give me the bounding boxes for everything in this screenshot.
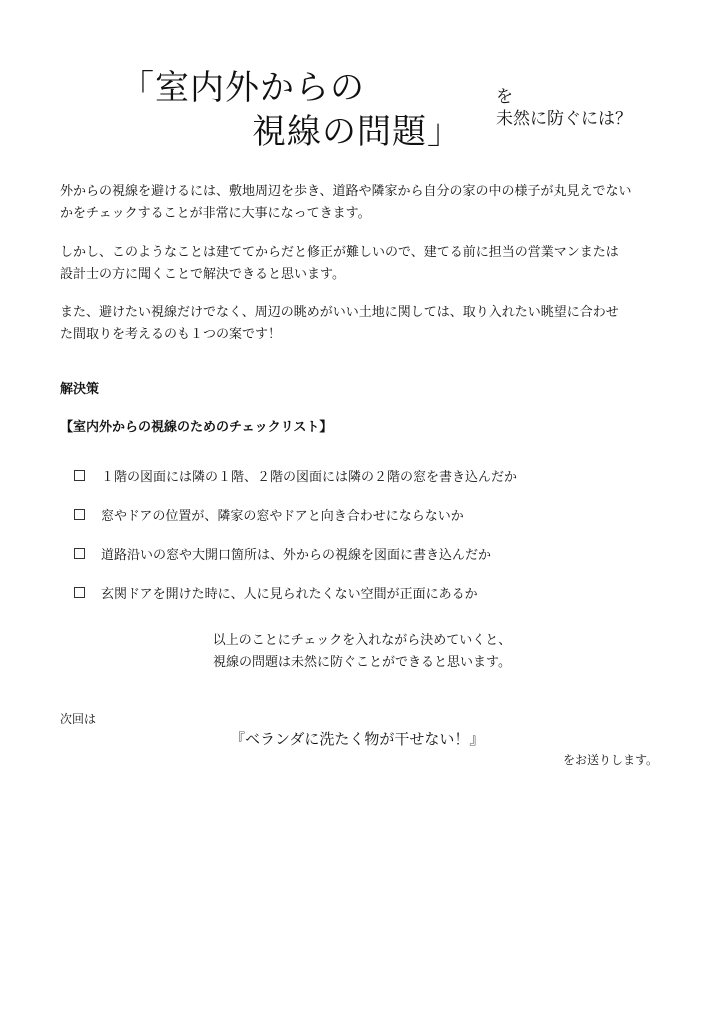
conclusion-line: 以上のことにチェックを入れながら決めていくと、 [212,633,512,648]
next-issue-title: 『ベランダに洗たく物が干せない！』 [230,730,485,748]
checklist [74,456,674,612]
checklist-item-label: 道路沿いの窓や大開口箇所は、外からの視線を図面に書き込んだか [101,548,492,563]
paragraph-line: 外からの視線を避けるには、敷地周辺を歩き、道路や隣家から自分の家の中の様子が丸見えでない [60,184,632,199]
intro-paragraph-2 [60,242,680,286]
checklist-item [74,573,674,612]
checklist-item [74,534,674,573]
intro-paragraph-1 [60,181,680,225]
checklist-title: 【室内外からの視線のためのチェックリスト】 [60,420,333,435]
checkbox-icon [74,587,85,598]
checkbox-icon [74,509,85,520]
checkbox-icon [74,470,85,481]
paragraph-line: また、避けたい視線だけでなく、周辺の眺めがいい土地に関しては、取り入れたい眺望に合わせ [60,305,619,320]
paragraph-line: た間取りを考えるのも１つの案です！ [60,327,282,342]
next-issue-suffix: をお送りします。 [562,753,658,767]
checklist-item [74,495,674,534]
paragraph-line: しかし、このようなことは建ててからだと修正が難しいので、建てる前に担当の営業マンまたは [60,245,619,260]
next-issue-label: 次回は [60,712,97,726]
paragraph-line: 設計士の方に聞くことで解決できると思います。 [60,267,345,282]
checkbox-icon [74,548,85,559]
intro-paragraph-3 [60,302,680,346]
checklist-item-label: 玄関ドアを開けた時に、人に見られたくない空間が正面にあるか [101,587,478,602]
conclusion [0,630,724,674]
page-title-line-2: 視線の問題」 [252,112,462,152]
conclusion-line: 視線の問題は未然に防ぐことができると思います。 [213,655,511,670]
checklist-item-label: 窓やドアの位置が、隣家の窓やドアと向き合わせにならないか [101,509,464,524]
page-subtitle-line-1: を [496,87,513,107]
page-subtitle-line-2: 未然に防ぐには？ [496,109,632,129]
checklist-item-label: １階の図面には隣の１階、２階の図面には隣の２階の窓を書き込んだか [101,470,518,485]
checklist-item [74,456,674,495]
paragraph-line: かをチェックすることが非常に大事になってきます。 [60,206,371,221]
page-title-line-1: 「室内外からの [120,68,365,108]
solution-heading: 解決策 [60,382,100,397]
